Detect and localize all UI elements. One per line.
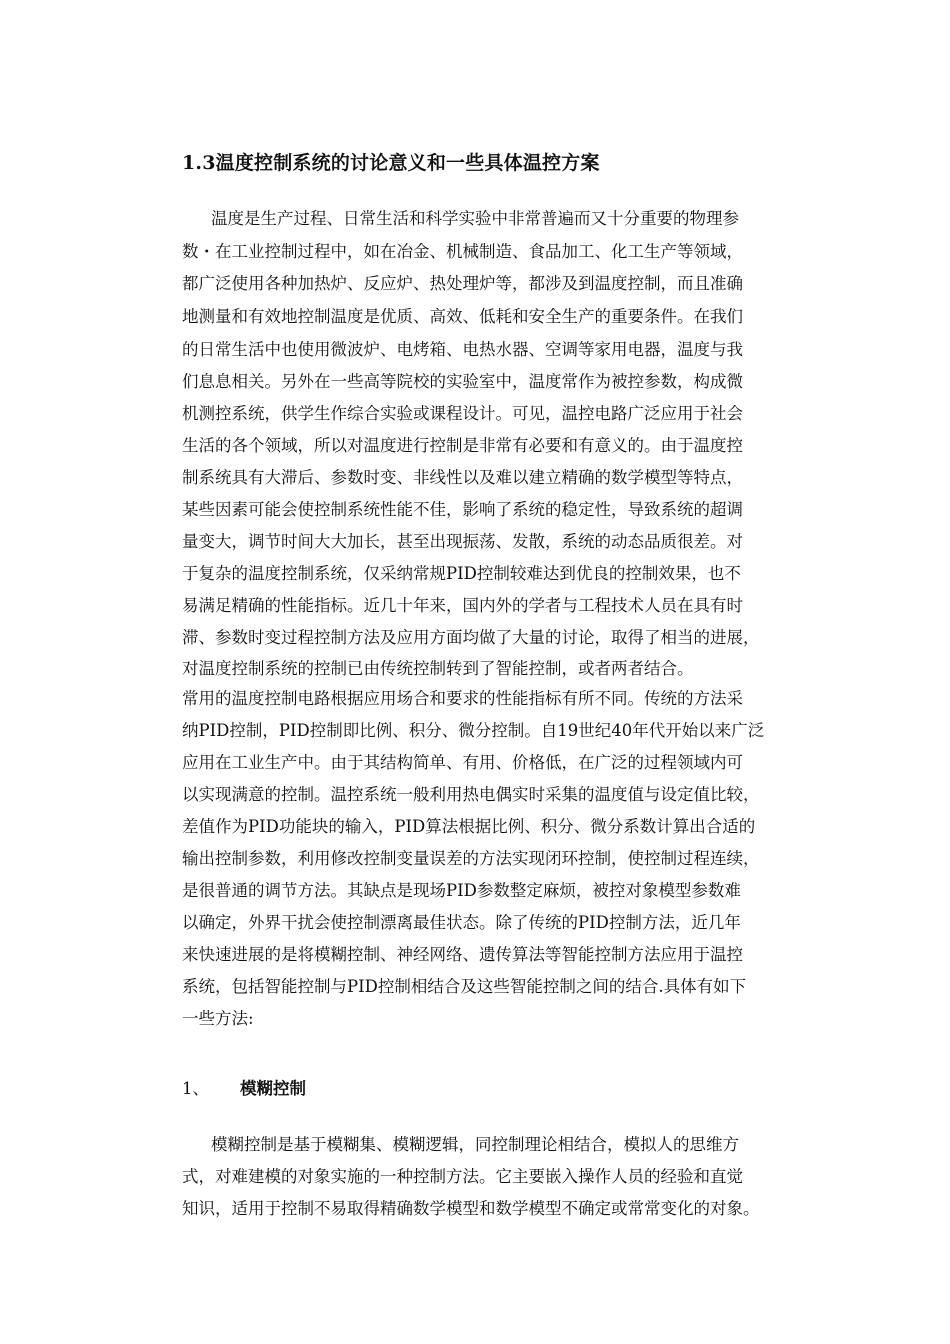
paragraph-line: 温度是生产过程、日常生活和科学实验中非常普遍而又十分重要的物理参 bbox=[211, 209, 739, 228]
paragraph-line: 输出控制参数，利用修改控制变量误差的方法实现闭环控制，使控制过程连续， bbox=[182, 849, 760, 868]
paragraph-line: 某些因素可能会使控制系统性能不佳，影响了系统的稳定性，导致系统的超调 bbox=[182, 500, 743, 519]
paragraph-line: 都广泛使用各种加热炉、反应炉、热处理炉等，都涉及到温度控制，而且准确 bbox=[182, 274, 743, 293]
paragraph-line: 生活的各个领域，所以对温度进行控制是非常有必要和有意义的。由于温度控 bbox=[182, 436, 743, 455]
paragraph-line: 滞、参数时变过程控制方法及应用方面均做了大量的讨论，取得了相当的进展， bbox=[182, 628, 760, 647]
paragraph-line: 常用的温度控制电路根据应用场合和要求的性能指标有所不同。传统的方法采 bbox=[182, 689, 743, 708]
paragraph-line: 应用在工业生产中。由于其结构简单、有用、价格低，在广泛的过程领域内可 bbox=[182, 753, 743, 772]
paragraph-line: 于复杂的温度控制系统，仅采纳常规PID控制较难达到优良的控制效果，也不 bbox=[182, 564, 741, 583]
subsection-heading bbox=[182, 1075, 306, 1099]
paragraph-line: 一些方法: bbox=[182, 1009, 254, 1028]
paragraph-line: 制系统具有大滞后、参数时变、非线性以及难以建立精确的数学模型等特点， bbox=[182, 468, 743, 487]
paragraph-line: 易满足精确的性能指标。近几十年来，国内外的学者与工程技术人员在具有时 bbox=[182, 596, 743, 615]
paragraph-line: 地测量和有效地控制温度是优质、高效、低耗和安全生产的重要条件。在我们 bbox=[182, 307, 743, 326]
paragraph-line: 纳PID控制，PID控制即比例、积分、微分控制。自19世纪40年代开始以来广泛 bbox=[182, 721, 765, 740]
paragraph-line: 数・在工业控制过程中，如在冶金、机械制造、食品加工、化工生产等领域， bbox=[182, 242, 743, 261]
paragraph-line: 式，对难建模的对象实施的一种控制方法。它主要嵌入操作人员的经验和直觉 bbox=[182, 1167, 743, 1186]
paragraph-line: 来快速进展的是将模糊控制、神经网络、遗传算法等智能控制方法应用于温控 bbox=[182, 945, 743, 964]
paragraph-line: 模糊控制是基于模糊集、模糊逻辑，同控制理论相结合，模拟人的思维方 bbox=[211, 1135, 739, 1154]
paragraph-line: 是很普通的调节方法。其缺点是现场PID参数整定麻烦，被控对象模型参数难 bbox=[182, 881, 741, 900]
paragraph-line: 们息息相关。另外在一些高等院校的实验室中，温度常作为被控参数，构成微 bbox=[182, 372, 743, 391]
paragraph-line: 的日常生活中也使用微波炉、电烤箱、电热水器、空调等家用电器，温度与我 bbox=[182, 340, 743, 359]
paragraph-line: 对温度控制系统的控制已由传统控制转到了智能控制，或者两者结合。 bbox=[182, 659, 694, 678]
paragraph-line: 系统，包括智能控制与PID控制相结合及这些智能控制之间的结合.具体有如下 bbox=[182, 977, 747, 996]
subsection-title: 模糊控制 bbox=[240, 1079, 306, 1098]
paragraph-line: 知识，适用于控制不易取得精确数学模型和数学模型不确定或常常变化的对象。 bbox=[182, 1199, 760, 1218]
section-heading: 1.3温度控制系统的讨论意义和一些具体温控方案 bbox=[182, 152, 600, 174]
subsection-number: 1、 bbox=[182, 1079, 209, 1098]
paragraph-line: 差值作为PID功能块的输入，PID算法根据比例、积分、微分系数计算出合适的 bbox=[182, 817, 756, 836]
paragraph-line: 量变大，调节时间大大加长，甚至出现振荡、发散，系统的动态品质很差。对 bbox=[182, 532, 743, 551]
paragraph-line: 机测控系统，供学生作综合实验或课程设计。可见，温控电路广泛应用于社会 bbox=[182, 404, 743, 423]
paragraph-line: 以实现满意的控制。温控系统一般利用热电偶实时采集的温度值与设定值比较， bbox=[182, 785, 760, 804]
paragraph-line: 以确定，外界干扰会使控制漂离最佳状态。除了传统的PID控制方法，近几年 bbox=[182, 913, 741, 932]
